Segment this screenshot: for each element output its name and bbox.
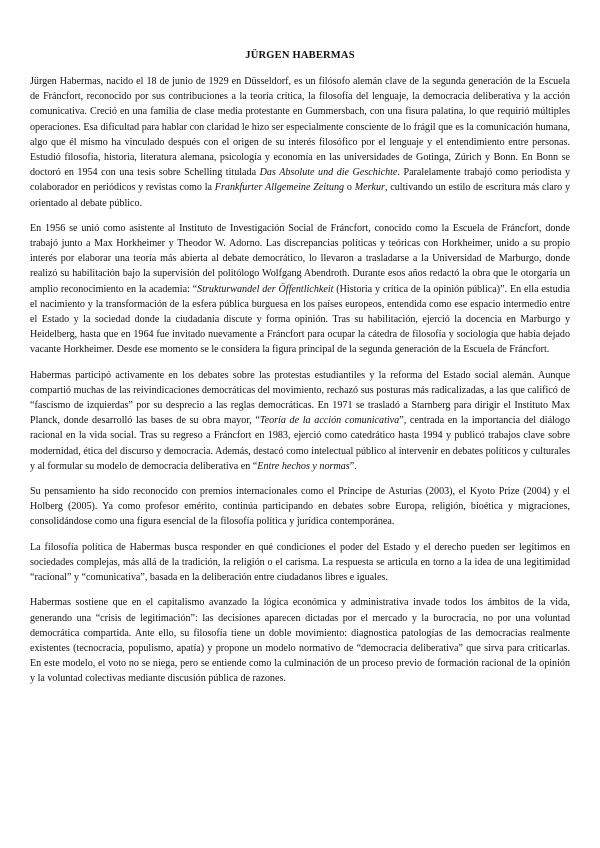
text-segment: ”.	[349, 460, 357, 472]
paragraph	[30, 74, 570, 211]
italic-title-text: Strukturwandel der Öffentlichkeit	[197, 283, 334, 295]
paragraph	[30, 484, 570, 530]
text-segment: ”, centrada en la importancia del diálogo racional en la vida social. Tras su regreso a Fráncfort en 1983, ejerció como catedrático hasta 1994 y publicó trabajos clave sobre modernidad, ética del discurso y democracia. Además, destacó como intelectual público al intervenir en debates políticos y culturales y al formular su modelo de democracia deliberativa en “	[30, 415, 571, 472]
text-segment: Su pensamiento ha sido reconocido con premios internacionales como el Príncipe de Asturias (2003), el Kyoto Prize (2004) y el Holberg (2005). Ya como profesor emérito, continúa participando en debates sobre Europa, religión, bioética y migraciones, consolidándose como una figura esencial de la filosofía política y jurídica contemporánea.	[30, 486, 570, 528]
paragraph	[30, 540, 570, 586]
paragraph	[30, 221, 570, 358]
page-title: JÜRGEN HABERMAS	[245, 50, 355, 61]
paragraph	[30, 595, 570, 686]
text-segment: Habermas sostiene que en el capitalismo avanzado la lógica económica y administrativa invade todos los ámbitos de la vida, generando una “crisis de legitimación”: las decisiones aparecen dictadas por el mercado y la burocracia, no por una voluntad democrática compartida. Ante ello, su filosofía tiene un doble movimiento: diagnostica patologías de las democracias realmente existentes (tecnocracia, populismo, apatía) y propone un modelo normativo de “democracia deliberativa” que sirva para criticarlas. En este modelo, el voto no se niega, pero se entiende como la culminación de un proceso previo de formación racional de la opinión y la voluntad colectivas mediante discusión pública de razones.	[30, 597, 570, 685]
italic-title-text: Merkur	[354, 182, 385, 194]
text-segment: . Paralelamente trabajó como periodista y colaborador en periódicos y revistas como la	[30, 167, 570, 194]
paragraph	[30, 368, 570, 474]
text-segment: (Historia y crítica de la opinión pública)”. En ella estudia el nacimiento y la transformación de la esfera pública burguesa en los países europeos, entendida como ese espacio intermedio entre el Estado y la sociedad donde la ciudadanía discute y forma opinión. Tras su habilitación, ejerció la docencia en Marburgo y Heidelberg, hasta que en 1964 fue invitado nuevamente a Fráncfort para ocupar la cátedra de filosofía y sociología que había dejado vacante Horkheimer. Desde ese momento se le considera la figura principal de la segunda generación de la Escuela de Fráncfort.	[30, 283, 570, 356]
text-segment: o	[344, 182, 355, 194]
text-segment: En 1956 se unió como asistente al Instituto de Investigación Social de Fráncfort, conocido como la Escuela de Fráncfort, donde trabajó junto a Max Horkheimer y Theodor W. Adorno. Las discrepancias políticas y teóricas con Horkheimer, unido a su propio interés por elaborar una teoría más abierta al debate democrático, lo llevaron a trasladarse a la Universidad de Marburgo, donde realizó su habilitación bajo la supervisión del politólogo Wolfgang Abendroth. Durante esos años redactó la obra que le otorgaría un amplio reconocimiento en la academia: “	[30, 222, 570, 295]
body-text	[30, 74, 570, 687]
text-segment: Habermas participó activamente en los debates sobre las protestas estudiantiles y la reforma del Estado social alemán. Aunque compartió muchas de las reivindicaciones democráticas del movimiento, rechazó sus posturas más radicalizadas, a las que calificó de “fascismo de izquierdas” por su desprecio a las reglas democráticas. En 1971 se trasladó a Starnberg para dirigir el Instituto Max Planck, donde desarrolló las bases de su obra mayor, “	[30, 369, 570, 427]
text-segment: Jürgen Habermas, nacido el 18 de junio de 1929 en Düsseldorf, es un filósofo alemán clave de la segunda generación de la Escuela de Fráncfort, reconocido por sus contribuciones a la teoría crítica, la filosofía del lenguaje, la democracia deliberativa y la acción comunicativa. Creció en una familia de clase media protestante en Gummersbach, con una fisura palatina, lo que requirió múltiples operaciones. Esa dificultad para hablar con claridad le hizo ser especialmente consciente de lo frágil que es la comunicación humana, algo que él mismo ha vinculado después con el origen de su interés filosófico por el lenguaje y el entendimiento entre personas. Estudió filosofía, historia, literatura alemana, psicología y economía en las universidades de Gotinga, Zúrich y Bonn. En Bonn se doctoró en 1954 con una tesis sobre Schelling titulada	[30, 76, 570, 179]
italic-title-text: Teoría de la acción comunicativa	[259, 415, 400, 427]
italic-title-text: Das Absolute und die Geschichte	[259, 167, 398, 179]
text-segment: La filosofía política de Habermas busca responder en qué condiciones el poder del Estado y el derecho pueden ser legítimos en sociedades complejas, más allá de la tradición, la religión o el carisma. La respuesta se articula en torno a la idea de una legitimidad “racional” y “comunicativa”, basada en la deliberación entre ciudadanos libres e iguales.	[30, 541, 570, 584]
italic-title-text: Entre hechos y normas	[257, 460, 350, 472]
italic-title-text: Frankfurter Allgemeine Zeitung	[214, 182, 345, 194]
text-segment: , cultivando un estilo de escritura más claro y orientado al debate público.	[30, 182, 571, 209]
